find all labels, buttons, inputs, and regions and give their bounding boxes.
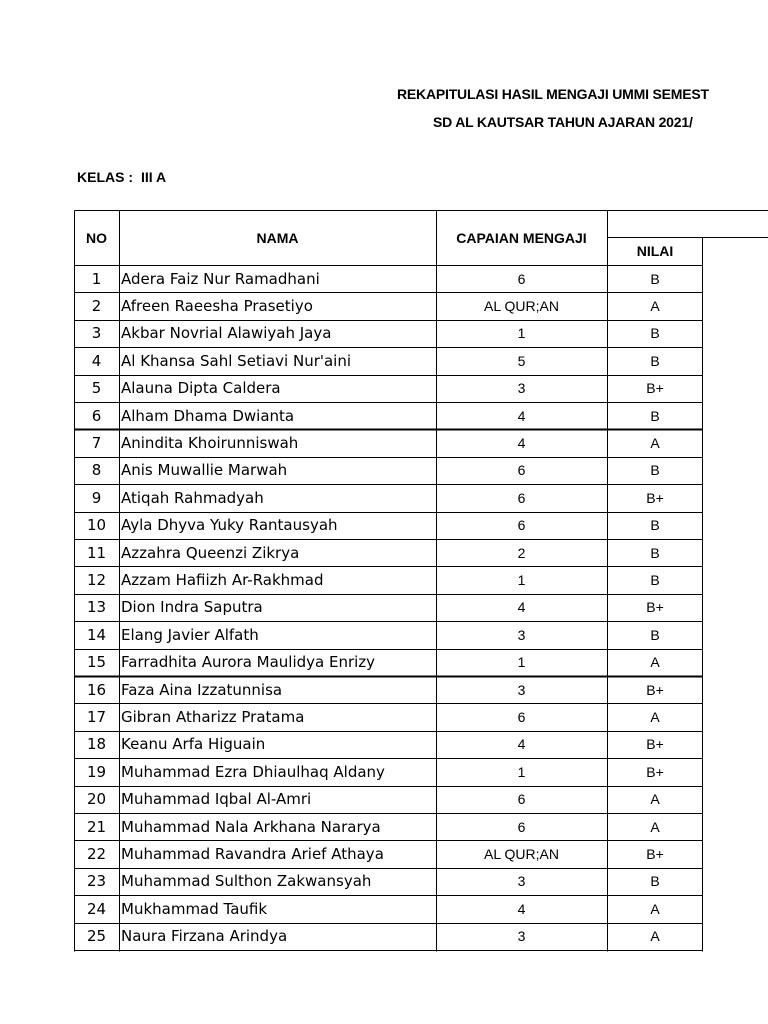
cell-capaian: 4 <box>517 599 526 616</box>
cell-no: 15 <box>86 653 107 672</box>
cell-nama: Muhammad Sulthon Zakwansyah <box>121 872 372 891</box>
table-row <box>74 512 704 539</box>
cell-no: 8 <box>91 461 102 480</box>
cell-nama: Al Khansa Sahl Setiavi Nur'aini <box>121 351 352 370</box>
cell-capaian: 4 <box>517 435 526 452</box>
table-row <box>74 922 704 949</box>
cell-no: 6 <box>91 406 102 425</box>
cell-no: 5 <box>91 379 102 398</box>
cell-nilai: B+ <box>646 380 664 397</box>
cell-nilai: B <box>650 352 660 369</box>
table-row <box>74 375 704 402</box>
cell-no: 18 <box>86 735 107 754</box>
table-row <box>74 731 704 758</box>
cell-nilai: A <box>650 654 660 671</box>
cell-nilai: A <box>650 791 660 808</box>
cell-nama: Azzam Hafiizh Ar-Rakhmad <box>121 570 324 589</box>
cell-capaian: 3 <box>517 928 526 945</box>
cell-nilai: B+ <box>646 763 664 780</box>
cell-no: 17 <box>86 707 107 726</box>
cell-no: 11 <box>86 543 107 562</box>
table-body <box>74 265 704 950</box>
cell-nama: Gibran Atharizz Pratama <box>121 707 305 726</box>
cell-nama: Akbar Novrial Alawiyah Jaya <box>121 324 332 343</box>
cell-capaian: 3 <box>517 380 526 397</box>
table-row <box>74 895 704 922</box>
cell-nilai: B+ <box>646 489 664 506</box>
cell-nama: Anis Muwallie Marwah <box>121 461 288 480</box>
cell-no: 10 <box>86 516 107 535</box>
header-nama: NAMA <box>256 229 299 246</box>
cell-no: 20 <box>86 790 107 809</box>
table-row <box>74 402 704 429</box>
cell-nilai: B <box>650 517 660 534</box>
cell-nilai: B <box>650 544 660 561</box>
cell-nilai: B <box>650 462 660 479</box>
table-row <box>74 813 704 840</box>
report-title: REKAPITULASI HASIL MENGAJI UMMI SEMEST <box>397 86 709 102</box>
cell-no: 9 <box>91 488 102 507</box>
table-row <box>74 594 704 621</box>
cell-nama: Anindita Khoirunniswah <box>121 434 299 453</box>
cell-capaian: 1 <box>517 325 526 342</box>
cell-nilai: B <box>650 626 660 643</box>
cell-capaian: 3 <box>517 873 526 890</box>
cell-nama: Elang Javier Alfath <box>121 625 259 644</box>
cell-no: 1 <box>91 269 102 288</box>
table-row <box>74 265 704 292</box>
cell-capaian: 5 <box>517 352 526 369</box>
cell-no: 19 <box>86 762 107 781</box>
cell-nama: Mukhammad Taufik <box>121 899 268 918</box>
cell-nilai: B+ <box>646 599 664 616</box>
cell-nama: Muhammad Iqbal Al-Amri <box>121 790 312 809</box>
table-row <box>74 539 704 566</box>
table-row <box>74 429 704 456</box>
table-row <box>74 292 704 319</box>
cell-capaian: 2 <box>517 544 526 561</box>
cell-nama: Atiqah Rahmadyah <box>121 488 264 507</box>
cell-nama: Keanu Arfa Higuain <box>121 735 266 754</box>
cell-capaian: 4 <box>517 736 526 753</box>
cell-capaian: 6 <box>517 270 526 287</box>
table-row <box>74 347 704 374</box>
table-row <box>74 566 704 593</box>
class-label-value: III A <box>141 169 167 185</box>
cell-nilai: B <box>650 325 660 342</box>
cell-no: 22 <box>86 844 107 863</box>
table-row <box>74 484 704 511</box>
cell-capaian: 6 <box>517 708 526 725</box>
cell-nilai: A <box>650 900 660 917</box>
cell-nama: Dion Indra Saputra <box>121 598 263 617</box>
cell-nama: Alauna Dipta Caldera <box>121 379 281 398</box>
header-nilai: NILAI <box>636 243 674 259</box>
table-row <box>74 621 704 648</box>
cell-capaian: 3 <box>517 626 526 643</box>
cell-nilai: B <box>650 270 660 287</box>
cell-nama: Azzahra Queenzi Zikrya <box>121 543 300 562</box>
cell-nama: Ayla Dhyva Yuky Rantausyah <box>121 516 338 535</box>
cell-capaian: 1 <box>517 571 526 588</box>
cell-no: 2 <box>91 297 102 316</box>
cell-capaian: 6 <box>517 489 526 506</box>
grades-table <box>74 210 768 953</box>
table-row <box>74 676 704 703</box>
cell-nilai: A <box>650 928 660 945</box>
class-label-key: KELAS : <box>77 169 133 185</box>
cell-capaian: 1 <box>517 654 526 671</box>
cell-capaian: 6 <box>517 517 526 534</box>
table-row <box>74 840 704 867</box>
cell-no: 13 <box>86 598 107 617</box>
cell-nilai: B <box>650 873 660 890</box>
cell-nilai: A <box>650 708 660 725</box>
cell-nilai: B+ <box>646 681 664 698</box>
table-row <box>74 868 704 895</box>
cell-nilai: B <box>650 571 660 588</box>
cell-capaian: 6 <box>517 791 526 808</box>
cell-nilai: A <box>650 298 660 315</box>
cell-no: 16 <box>86 680 107 699</box>
table-row <box>74 320 704 347</box>
cell-no: 4 <box>91 351 102 370</box>
cell-nama: Muhammad Ezra Dhiaulhaq Aldany <box>121 762 385 781</box>
header-capaian: CAPAIAN MENGAJI <box>456 229 587 246</box>
cell-nilai: A <box>650 435 660 452</box>
cell-nama: Farradhita Aurora Maulidya Enrizy <box>121 653 376 672</box>
cell-no: 25 <box>86 927 107 946</box>
table-row <box>74 785 704 812</box>
cell-no: 14 <box>86 625 107 644</box>
cell-no: 24 <box>86 899 107 918</box>
cell-capaian: 6 <box>517 462 526 479</box>
class-label <box>77 169 166 185</box>
cell-nama: Afreen Raeesha Prasetiyo <box>121 297 313 316</box>
cell-nilai: B+ <box>646 736 664 753</box>
header-no: NO <box>86 229 107 246</box>
cell-nilai: B <box>650 407 660 424</box>
cell-capaian: AL QUR;AN <box>484 845 559 862</box>
cell-nilai: A <box>650 818 660 835</box>
cell-capaian: 1 <box>517 763 526 780</box>
cell-no: 23 <box>86 872 107 891</box>
table-row <box>74 758 704 785</box>
cell-nama: Naura Firzana Arindya <box>121 927 288 946</box>
cell-nama: Muhammad Ravandra Arief Athaya <box>121 844 384 863</box>
report-subtitle: SD AL KAUTSAR TAHUN AJARAN 2021/ <box>433 114 693 130</box>
cell-no: 12 <box>86 570 107 589</box>
cell-capaian: 4 <box>517 407 526 424</box>
cell-nama: Alham Dhama Dwianta <box>121 406 295 425</box>
cell-nama: Adera Faiz Nur Ramadhani <box>121 269 320 288</box>
cell-capaian: 4 <box>517 900 526 917</box>
cell-capaian: 3 <box>517 681 526 698</box>
table-row <box>74 648 704 675</box>
cell-no: 7 <box>91 434 102 453</box>
table-row <box>74 457 704 484</box>
cell-capaian: 6 <box>517 818 526 835</box>
cell-nama: Muhammad Nala Arkhana Nararya <box>121 817 381 836</box>
cell-capaian: AL QUR;AN <box>484 298 559 315</box>
cell-nama: Faza Aina Izzatunnisa <box>121 680 283 699</box>
cell-no: 3 <box>91 324 102 343</box>
cell-nilai: B+ <box>646 845 664 862</box>
table-row <box>74 703 704 730</box>
cell-no: 21 <box>86 817 107 836</box>
